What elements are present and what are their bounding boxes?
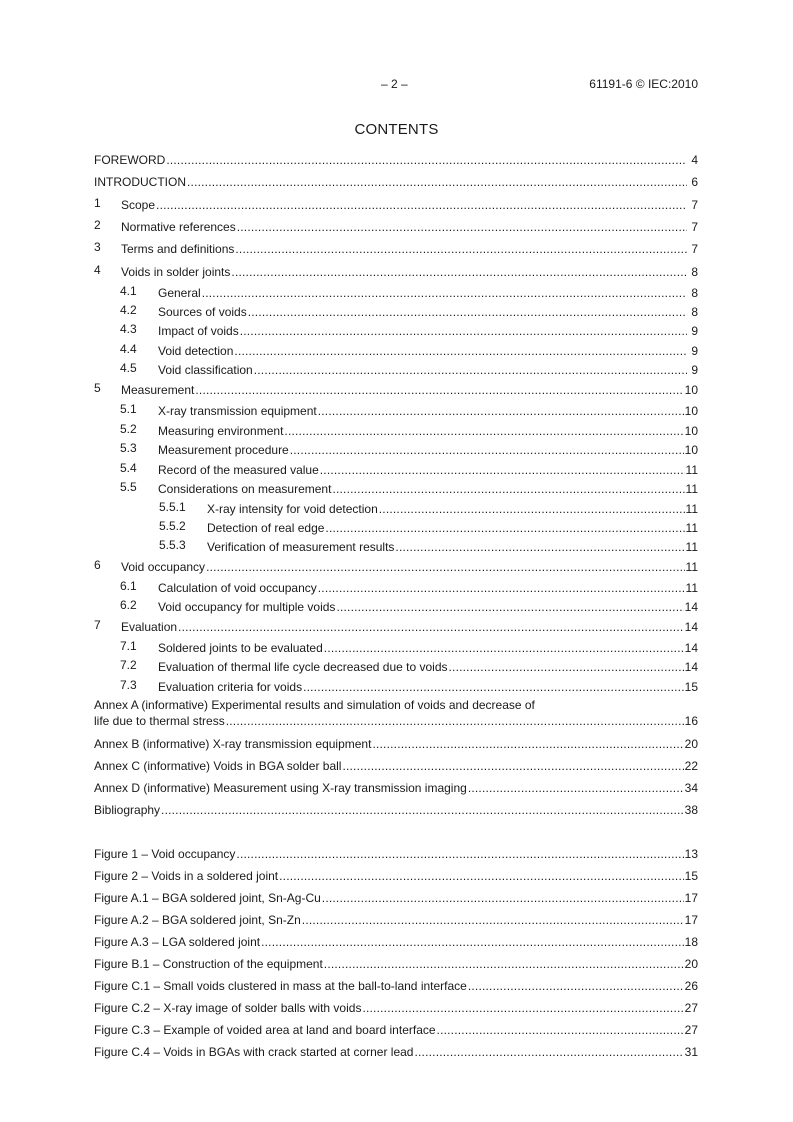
figure-entry[interactable] (94, 1043, 698, 1059)
toc-entry[interactable] (94, 361, 698, 377)
toc-number: 5.5 (120, 480, 137, 494)
toc-entry[interactable] (94, 639, 698, 655)
dot-leader (226, 714, 684, 728)
figure-label: Figure C.4 – Voids in BGAs with crack started at corner lead (94, 1045, 414, 1059)
dot-leader (161, 803, 684, 817)
toc-entry[interactable] (94, 558, 698, 574)
figure-page: 18 (684, 935, 698, 949)
figure-label: Figure B.1 – Construction of the equipment (94, 957, 323, 971)
toc-entry[interactable] (94, 519, 698, 535)
dot-leader (468, 781, 684, 795)
toc-entry[interactable] (94, 480, 698, 496)
toc-label: Measuring environment (158, 424, 284, 438)
dot-leader (449, 660, 684, 674)
annex-page: 22 (684, 759, 698, 773)
toc-number: 5.3 (120, 441, 137, 455)
toc-page: 4 (691, 153, 698, 167)
figure-page: 20 (684, 957, 698, 971)
toc-entry[interactable] (94, 240, 698, 256)
toc-number: 5 (94, 381, 101, 395)
toc-label: Void classification (158, 363, 253, 377)
toc-page: 14 (684, 620, 698, 634)
toc-label: Evaluation (121, 620, 178, 634)
toc-number: 6 (94, 558, 101, 572)
toc-number: 4 (94, 263, 101, 277)
toc-label: X-ray intensity for void detection (207, 502, 378, 516)
annex-label: Bibliography (94, 803, 161, 817)
toc-number: 7.2 (120, 658, 137, 672)
figure-label: Figure C.1 – Small voids clustered in mass at the ball-to-land interface (94, 979, 467, 993)
toc-entry[interactable] (94, 678, 698, 694)
toc-label: Detection of real edge (207, 521, 325, 535)
toc-label: Voids in solder joints (121, 265, 231, 279)
annex-entry[interactable] (94, 757, 698, 773)
toc-entry[interactable] (94, 618, 698, 634)
toc-label: X-ray transmission equipment (158, 404, 317, 418)
toc-page: 11 (685, 521, 698, 535)
toc-number: 5.4 (120, 461, 137, 475)
dot-leader (178, 620, 684, 634)
toc-page: 10 (684, 443, 698, 457)
figure-label: Figure A.1 – BGA soldered joint, Sn-Ag-Cu (94, 891, 321, 905)
figure-entry[interactable] (94, 1021, 698, 1037)
toc-page: 7 (691, 242, 698, 256)
toc-label: Normative references (121, 220, 236, 234)
figure-entry[interactable] (94, 845, 698, 861)
figure-page: 27 (684, 1023, 698, 1037)
toc-number: 5.5.2 (159, 519, 186, 533)
toc-page: 6 (691, 175, 698, 189)
table-of-contents (94, 0, 698, 1122)
figure-page: 27 (684, 1001, 698, 1015)
toc-page: 10 (684, 424, 698, 438)
figure-entry[interactable] (94, 977, 698, 993)
toc-number: 1 (94, 196, 101, 210)
toc-label: General (158, 286, 201, 300)
toc-number: 5.5.1 (159, 500, 186, 514)
figure-entry[interactable] (94, 933, 698, 949)
toc-number: 5.1 (120, 402, 137, 416)
toc-number: 4.4 (120, 342, 137, 356)
figure-entry[interactable] (94, 999, 698, 1015)
toc-number: 4.1 (120, 284, 137, 298)
annex-a-line1[interactable]: Annex A (informative) Experimental results and simulation of voids and decrease of (94, 698, 535, 712)
annex-label: Annex C (informative) Voids in BGA solder ball (94, 759, 342, 773)
figure-label: Figure C.3 – Example of voided area at land and board interface (94, 1023, 436, 1037)
toc-entry[interactable] (94, 263, 698, 279)
page-number: – 2 – (381, 77, 408, 91)
dot-leader (318, 404, 684, 418)
toc-label: Measurement (121, 383, 195, 397)
dot-leader (303, 680, 684, 694)
toc-entry[interactable] (94, 303, 698, 319)
toc-page: 8 (691, 305, 698, 319)
toc-page: 11 (685, 581, 698, 595)
annex-page: 38 (684, 803, 698, 817)
figure-entry[interactable] (94, 889, 698, 905)
dot-leader (254, 363, 687, 377)
dot-leader (261, 935, 684, 949)
toc-label: Calculation of void occupancy (158, 581, 317, 595)
toc-number: 6.1 (120, 579, 137, 593)
toc-number: 6.2 (120, 598, 137, 612)
toc-number: 4.2 (120, 303, 137, 317)
figure-page: 17 (684, 913, 698, 927)
dot-leader (414, 1045, 683, 1059)
dot-leader (237, 220, 687, 234)
figure-page: 26 (684, 979, 698, 993)
toc-label: Impact of voids (158, 324, 239, 338)
dot-leader (202, 286, 687, 300)
dot-leader (379, 502, 685, 516)
toc-page: 11 (685, 482, 698, 496)
toc-page: 11 (685, 463, 698, 477)
toc-page: 9 (691, 324, 698, 338)
dot-leader (332, 482, 684, 496)
figure-label: Figure 2 – Voids in a soldered joint (94, 869, 279, 883)
dot-leader (248, 305, 687, 319)
dot-leader (342, 759, 683, 773)
dot-leader (284, 424, 683, 438)
dot-leader (395, 540, 684, 554)
toc-page: 7 (691, 220, 698, 234)
toc-number: 3 (94, 240, 101, 254)
annex-label: Annex B (informative) X-ray transmission equipment (94, 737, 372, 751)
dot-leader (468, 979, 684, 993)
toc-label: Terms and definitions (121, 242, 235, 256)
toc-entry[interactable] (94, 538, 698, 554)
dot-leader (336, 600, 683, 614)
toc-page: 7 (691, 198, 698, 212)
toc-page: 11 (685, 502, 698, 516)
toc-label: Soldered joints to be evaluated (158, 641, 323, 655)
figure-entry[interactable] (94, 911, 698, 927)
toc-label: INTRODUCTION (94, 175, 186, 189)
toc-label: Measurement procedure (158, 443, 289, 457)
toc-label: FOREWORD (94, 153, 166, 167)
toc-entry[interactable] (94, 461, 698, 477)
annex-page: 34 (684, 781, 698, 795)
dot-leader (362, 1001, 683, 1015)
dot-leader (290, 443, 684, 457)
toc-label: Void detection (158, 344, 234, 358)
toc-entry[interactable] (94, 579, 698, 595)
dot-leader (437, 1023, 684, 1037)
dot-leader (320, 463, 685, 477)
dot-leader (234, 344, 687, 358)
figure-page: 15 (684, 869, 698, 883)
toc-page: 15 (684, 680, 698, 694)
toc-page: 11 (685, 560, 698, 574)
dot-leader (236, 847, 683, 861)
contents-title: CONTENTS (354, 121, 439, 138)
figure-label: Figure 1 – Void occupancy (94, 847, 236, 861)
figure-entry[interactable] (94, 955, 698, 971)
toc-page: 10 (684, 404, 698, 418)
toc-entry[interactable] (94, 598, 698, 614)
standard-reference: 61191-6 © IEC:2010 (589, 77, 698, 91)
toc-label: Record of the measured value (158, 463, 319, 477)
annex-label: Annex D (informative) Measurement using X-ray transmission imaging (94, 781, 467, 795)
figure-page: 13 (684, 847, 698, 861)
annex-entry[interactable] (94, 779, 698, 795)
toc-entry[interactable] (94, 151, 698, 167)
dot-leader (187, 175, 687, 189)
toc-label: Scope (121, 198, 156, 212)
figure-label: Figure A.2 – BGA soldered joint, Sn-Zn (94, 913, 301, 927)
toc-number: 7 (94, 618, 101, 632)
toc-entry[interactable] (94, 402, 698, 418)
dot-leader (195, 383, 683, 397)
toc-entry[interactable] (94, 441, 698, 457)
toc-number: 5.2 (120, 422, 137, 436)
toc-entry[interactable] (94, 284, 698, 300)
toc-entry[interactable] (94, 500, 698, 516)
dot-leader (325, 521, 684, 535)
toc-number: 7.1 (120, 639, 137, 653)
toc-page: 9 (691, 363, 698, 377)
dot-leader (324, 957, 684, 971)
figure-label: Figure A.3 – LGA soldered joint (94, 935, 261, 949)
figure-page: 17 (684, 891, 698, 905)
toc-page: 8 (691, 265, 698, 279)
dot-leader (166, 153, 687, 167)
toc-entry[interactable] (94, 196, 698, 212)
annex-entry[interactable] (94, 801, 698, 817)
toc-number: 7.3 (120, 678, 137, 692)
toc-label: Evaluation of thermal life cycle decreased due to voids (158, 660, 448, 674)
figure-page: 31 (684, 1045, 698, 1059)
toc-page: 10 (684, 383, 698, 397)
toc-label: Considerations on measurement (158, 482, 332, 496)
dot-leader (206, 560, 684, 574)
dot-leader (156, 198, 687, 212)
toc-label: Verification of measurement results (207, 540, 395, 554)
toc-page: 14 (684, 660, 698, 674)
dot-leader (302, 913, 684, 927)
toc-page: 14 (684, 641, 698, 655)
toc-page: 8 (691, 286, 698, 300)
dot-leader (235, 242, 687, 256)
toc-page: 9 (691, 344, 698, 358)
toc-entry[interactable] (94, 173, 698, 189)
figure-entry[interactable] (94, 867, 698, 883)
toc-label: Void occupancy (121, 560, 206, 574)
toc-label: Evaluation criteria for voids (158, 680, 303, 694)
annex-a-page: 16 (684, 714, 698, 728)
dot-leader (279, 869, 684, 883)
toc-page: 14 (684, 600, 698, 614)
annex-a-line2: life due to thermal stress (94, 714, 225, 728)
toc-entry[interactable] (94, 322, 698, 338)
toc-number: 2 (94, 218, 101, 232)
dot-leader (372, 737, 683, 751)
toc-entry[interactable] (94, 381, 698, 397)
annex-a-entry[interactable] (94, 712, 698, 728)
annex-page: 20 (684, 737, 698, 751)
toc-number: 4.5 (120, 361, 137, 375)
dot-leader (318, 581, 685, 595)
toc-entry[interactable] (94, 218, 698, 234)
toc-label: Void occupancy for multiple voids (158, 600, 336, 614)
toc-entry[interactable] (94, 342, 698, 358)
figure-label: Figure C.2 – X-ray image of solder balls with voids (94, 1001, 362, 1015)
toc-label: Sources of voids (158, 305, 247, 319)
toc-entry[interactable] (94, 422, 698, 438)
dot-leader (240, 324, 687, 338)
toc-number: 5.5.3 (159, 538, 186, 552)
toc-number: 4.3 (120, 322, 137, 336)
toc-page: 11 (685, 540, 698, 554)
annex-entry[interactable] (94, 735, 698, 751)
toc-entry[interactable] (94, 658, 698, 674)
dot-leader (231, 265, 687, 279)
dot-leader (322, 891, 684, 905)
dot-leader (324, 641, 684, 655)
